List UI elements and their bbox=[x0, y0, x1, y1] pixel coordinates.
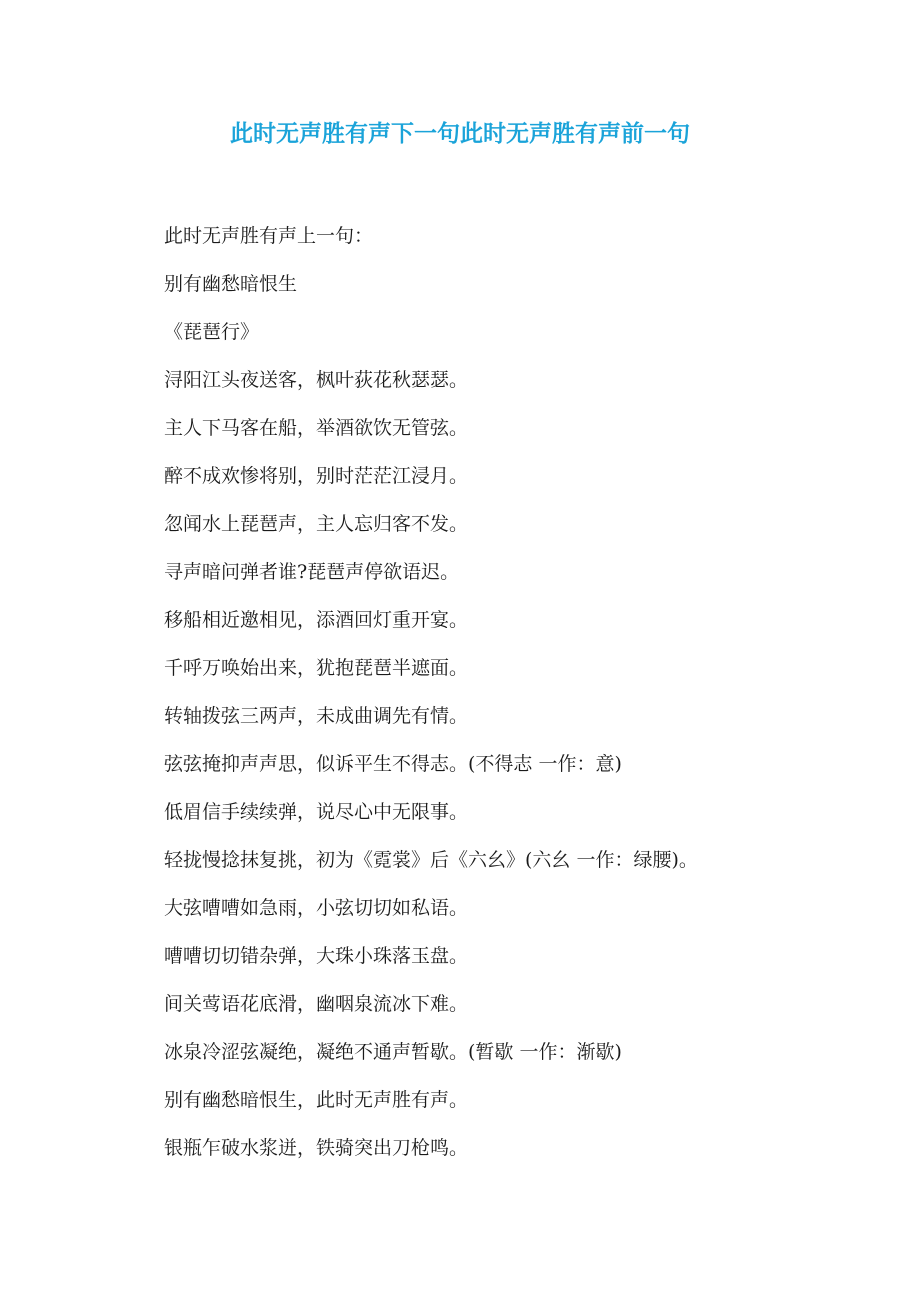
poem-line: 冰泉冷涩弦凝绝，凝绝不通声暂歇。(暂歇 一作：渐歇) bbox=[164, 1041, 622, 1063]
poem-line: 大弦嘈嘈如急雨，小弦切切如私语。 bbox=[164, 897, 469, 919]
poem-line: 千呼万唤始出来，犹抱琵琶半遮面。 bbox=[164, 657, 469, 679]
document-body bbox=[164, 212, 864, 1172]
poem-line: 寻声暗问弹者谁?琵琶声停欲语迟。 bbox=[164, 561, 460, 583]
poem-title: 《琵琶行》 bbox=[164, 321, 260, 343]
page-title: 此时无声胜有声下一句此时无声胜有声前一句 bbox=[230, 121, 690, 147]
poem-line: 醉不成欢惨将别，别时茫茫江浸月。 bbox=[164, 465, 469, 487]
poem-line: 轻拢慢捻抹复挑，初为《霓裳》后《六幺》(六幺 一作：绿腰)。 bbox=[164, 849, 698, 871]
poem-line: 别有幽愁暗恨生，此时无声胜有声。 bbox=[164, 1089, 469, 1111]
poem-line: 嘈嘈切切错杂弹，大珠小珠落玉盘。 bbox=[164, 945, 469, 967]
poem-line: 浔阳江头夜送客，枫叶荻花秋瑟瑟。 bbox=[164, 369, 469, 391]
poem-line: 忽闻水上琵琶声，主人忘归客不发。 bbox=[164, 513, 469, 535]
poem-line: 主人下马客在船，举酒欲饮无管弦。 bbox=[164, 417, 469, 439]
poem-line: 弦弦掩抑声声思，似诉平生不得志。(不得志 一作：意) bbox=[164, 753, 622, 775]
poem-line: 移船相近邀相见，添酒回灯重开宴。 bbox=[164, 609, 469, 631]
poem-line: 低眉信手续续弹，说尽心中无限事。 bbox=[164, 801, 469, 823]
intro-heading: 此时无声胜有声上一句： bbox=[164, 225, 374, 247]
intro-answer: 别有幽愁暗恨生 bbox=[164, 273, 298, 295]
poem-line: 转轴拨弦三两声，未成曲调先有情。 bbox=[164, 705, 469, 727]
poem-line: 银瓶乍破水浆迸，铁骑突出刀枪鸣。 bbox=[164, 1137, 469, 1159]
poem-line: 间关莺语花底滑，幽咽泉流冰下难。 bbox=[164, 993, 469, 1015]
